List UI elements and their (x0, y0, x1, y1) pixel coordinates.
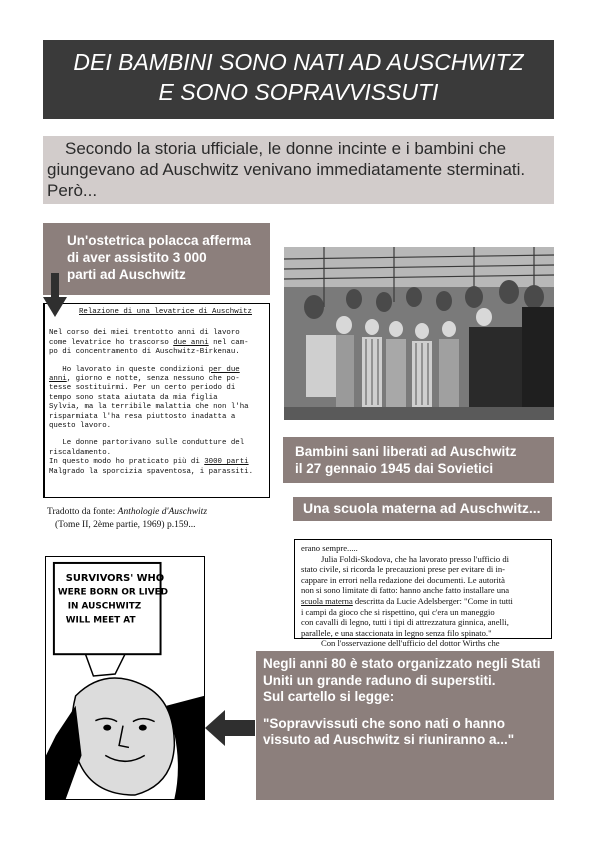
reunion-callout-line-1: Negli anni 80 è stato organizzato negli Stati (263, 656, 541, 671)
midwife-report-paragraph-3: Le donne partorivano sulle condutture del riscaldamento. In questo modo ho praticato più di 3000 parti Malgrado la sporcizia spaventosa, i parassiti. (49, 439, 254, 476)
poster-sign-line-1: SURVIVORS' WHO (65, 572, 165, 584)
kindergarten-caption: Una scuola materna ad Auschwitz... (293, 497, 552, 521)
intro-line-3: Però... (47, 181, 98, 200)
liberated-children-photo (284, 247, 554, 420)
midwife-callout-line-1: Un'ostetrica polacca afferma (67, 233, 252, 248)
arrow-left-icon (205, 710, 255, 746)
arrow-down-icon (43, 273, 67, 317)
midwife-callout-line-3: parti ad Auschwitz (67, 267, 186, 282)
survivors-reunion-photo (45, 556, 205, 800)
kindergarten-document: erano sempre..... Julia Foldi-Skodova, che ha lavorato presso l'ufficio di stato civile, si ricorda le precauzioni prese per evitare di in- cappare in errori nella redazione dei documenti. Le autorità non si sono limitate di fatto: hanno anche fatto installare una scuola materna descritta da Lucie Adelsberger: "Come in tutti i campi da gioco che si rispettino, qui c'era un maneggio con cavalli di legno, tutti i tipi di attrezzatura ginnica, anelli, parallele, e una staccionata in legno senza filo spinato." Con l'osservazione dell'ufficio del dottor Wirths che (294, 539, 552, 639)
page-title-banner (43, 40, 554, 119)
page-title-line-1: DEI BAMBINI SONO NATI AD AUSCHWITZ (73, 49, 524, 75)
source-detail: (Tome II, 2ème partie, 1969) p.159... (55, 520, 196, 530)
liberated-caption-line-2: il 27 gennaio 1945 dai Sovietici (295, 461, 494, 476)
intro-line-2: giungevano ad Auschwitz venivano immediatamente sterminati. (47, 160, 526, 179)
midwife-callout (43, 223, 270, 295)
reunion-callout-line-2: Uniti un grande raduno di superstiti. (263, 672, 496, 688)
liberated-children-caption (283, 437, 554, 483)
midwife-callout-line-2: di aver assistito 3 000 (67, 250, 207, 265)
source-note: Tradotto da fonte: Anthologie d'Auschwitz (Tome II, 2ème partie, 1969) p.159... (47, 507, 208, 530)
midwife-report-heading: Relazione di una levatrice di Auschwitz (79, 308, 252, 316)
reunion-callout (256, 651, 554, 800)
midwife-report-paragraph-1: Nel corso dei miei trentotto anni di lavoro come levatrice ho trascorso due anni nel cam- po di concentramento di Auschwitz-Birkenau. (49, 329, 249, 357)
page-title-line-2: E SONO SOPRAVVISSUTI (158, 79, 439, 105)
poster-sign-line-4: WILL MEET AT (65, 615, 136, 626)
midwife-report-paragraph-2: Ho lavorato in queste condizioni per due anni, giorno e notte, senza nessuno che po- tesse sostituirmi. Per un certo periodo di tempo sono stata aiutata da mia figlia Sylvia, ma la terribile malattia che non l'ha risparmiata l'ha resa piuttosto inadatta a questo lavoro. (49, 365, 249, 431)
poster-sign-line-3: IN AUSCHWITZ (67, 601, 142, 612)
intro-line-1: Secondo la storia ufficiale, le donne incinte e i bambini che (65, 139, 507, 158)
source-book-title: Anthologie d'Auschwitz (117, 507, 208, 517)
midwife-report-document (43, 303, 270, 498)
intro-box (43, 136, 554, 204)
reunion-callout-line-3: Sul cartello si legge: (263, 689, 395, 704)
poster-sign-line-2: WERE BORN OR LIVED (57, 587, 169, 598)
reunion-quote-line-2: vissuto ad Auschwitz si riuniranno a..." (263, 732, 515, 747)
liberated-caption-line-1: Bambini sani liberati ad Auschwitz (295, 444, 517, 459)
reunion-quote-line-1: "Sopravvissuti che sono nati o hanno (263, 715, 505, 731)
